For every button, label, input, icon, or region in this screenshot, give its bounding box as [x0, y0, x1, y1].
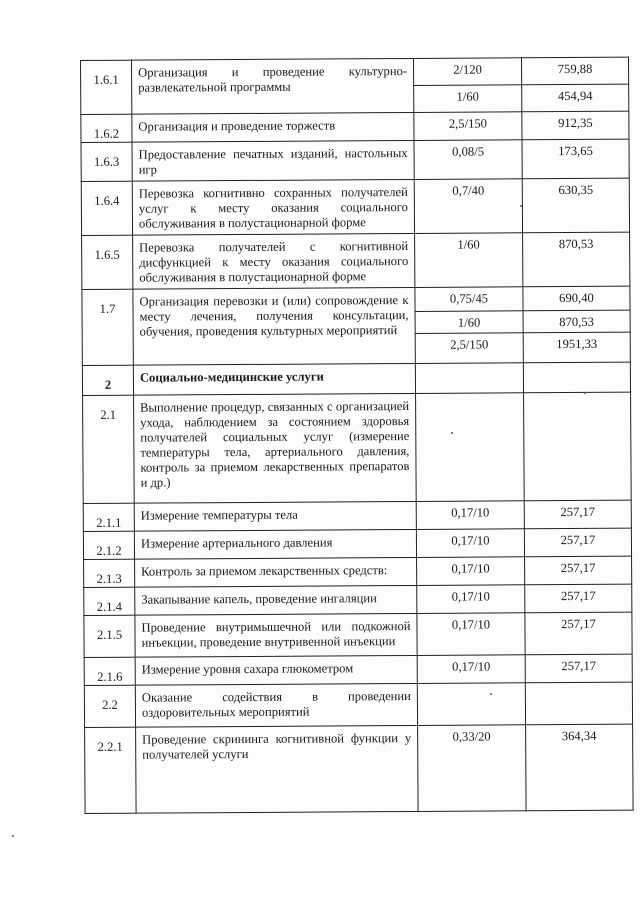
table-row [82, 286, 630, 313]
service-name: Перевозка получателей с когнитивной дисфункцией к месту оказания социального обслуживания в полустационарной форме [133, 233, 415, 289]
row-number: 2.1.5 [84, 615, 135, 657]
service-name: Организация перевозки и (или) сопровождение к месту лечения, получения консультации, обучения, проведения культурных мероприятий [133, 287, 415, 365]
scan-speck [451, 432, 453, 434]
volume-time-cell [417, 683, 525, 726]
row-number: 1.6.5 [82, 235, 133, 289]
service-name: Проведение скрининга когнитивной функции у получателей услуги [136, 725, 419, 813]
tariff-cell [525, 682, 632, 725]
table-row [84, 612, 632, 657]
row-number: 2.1 [83, 395, 135, 503]
row-number: 2.2.1 [85, 727, 137, 813]
service-name: Проведение внутримышечной или подкожной инъекции, проведение внутривенной инъекции [135, 613, 417, 657]
volume-time-cell: 1/60 [414, 85, 522, 113]
table-row [84, 682, 632, 727]
service-name: Перевозка когнитивно сохранных получателей услуг к месту оказания социального обслуживания в полустационарной форме [132, 179, 414, 235]
row-number: 1.6.4 [81, 181, 132, 235]
row-number: 2.1.3 [84, 559, 135, 587]
volume-time-cell: 0,7/40 [414, 179, 522, 234]
service-name: Организация и проведение культурно-развлекательной программы [132, 58, 414, 114]
service-name: Измерение температуры тела [134, 501, 416, 531]
volume-time-cell: 0,17/10 [416, 529, 524, 558]
tariff-cell: 173,65 [522, 139, 629, 179]
row-number: 2 [82, 365, 133, 395]
service-name: Социально-медицинские услуги [133, 363, 415, 395]
volume-time-cell: 1/60 [415, 233, 523, 288]
row-number: 2.1.1 [83, 503, 134, 531]
scan-speck [490, 693, 492, 695]
tariff-cell: 630,35 [522, 178, 629, 233]
table-row [84, 654, 632, 685]
volume-time-cell [416, 393, 525, 502]
service-name: Контроль за приемом лекарственных средств: [135, 557, 417, 587]
tariff-cell: 257,17 [524, 500, 631, 529]
table-row [81, 139, 629, 181]
tariff-cell: 257,17 [524, 528, 631, 557]
tariff-cell: 870,53 [523, 232, 630, 287]
volume-time-cell: 0,08/5 [414, 140, 522, 180]
scan-speck [12, 835, 14, 837]
volume-time-cell: 0,17/10 [416, 501, 524, 530]
tariff-cell: 454,94 [522, 84, 629, 112]
volume-time-cell: 0,75/45 [415, 287, 523, 312]
row-number: 2.2 [84, 685, 135, 727]
table-row [83, 528, 631, 559]
row-number: 1.7 [82, 289, 133, 365]
volume-time-cell: 0,17/10 [417, 585, 525, 614]
table-row [83, 500, 631, 531]
table-row [81, 178, 629, 235]
table-row [81, 57, 629, 87]
service-name: Организация и проведение торжеств [132, 112, 414, 142]
volume-time-cell: 2/120 [413, 58, 521, 86]
tariff-cell: 257,17 [525, 612, 632, 655]
tariff-cell: 257,17 [525, 556, 632, 585]
tariff-cell: 870,53 [523, 310, 630, 333]
table-row [85, 724, 634, 813]
services-tariff-table [80, 57, 634, 814]
scan-speck [584, 392, 586, 394]
tariff-cell: 1951,33 [523, 332, 630, 363]
row-number: 1.6.3 [81, 142, 132, 181]
service-name: Измерение уровня сахара глюкометром [135, 655, 417, 685]
service-name: Выполнение процедур, связанных с организацией ухода, наблюдением за состоянием здоровья получателей социальных услуг (измерение температуры тела, артериального давления, контроль за приемом лекарственных препаратов и др.) [134, 393, 417, 503]
row-number: 1.6.1 [81, 60, 132, 114]
row-number: 1.6.2 [81, 114, 132, 142]
tariff-cell: 364,34 [526, 724, 634, 811]
table-row [84, 556, 632, 587]
service-name: Предоставление печатных изданий, настольных игр [132, 140, 414, 181]
table-row [83, 392, 632, 503]
service-name: Закапывание капель, проведение ингаляции [135, 585, 417, 615]
volume-time-cell: 0,17/10 [417, 613, 525, 656]
volume-time-cell: 2,5/150 [415, 333, 523, 364]
row-number: 2.1.2 [83, 531, 134, 559]
service-name: Оказание содействия в проведении оздоровительных мероприятий [135, 683, 417, 727]
volume-time-cell: 1/60 [415, 311, 523, 334]
tariff-cell: 912,35 [522, 111, 629, 140]
row-number: 2.1.6 [84, 657, 135, 685]
volume-time-cell: 0,33/20 [418, 725, 527, 812]
tariff-cell [524, 392, 632, 501]
tariff-cell: 257,17 [525, 654, 632, 683]
volume-time-cell: 0,17/10 [417, 655, 525, 684]
table-row [82, 232, 630, 289]
volume-time-cell [415, 363, 523, 394]
tariff-cell [523, 362, 630, 393]
row-number: 2.1.4 [84, 587, 135, 615]
tariff-cell: 257,17 [525, 584, 632, 613]
tariff-cell: 690,40 [523, 286, 630, 311]
table-row [81, 111, 629, 142]
table-row [84, 584, 632, 615]
volume-time-cell: 2,5/150 [414, 112, 522, 141]
volume-time-cell: 0,17/10 [417, 557, 525, 586]
service-name: Измерение артериального давления [134, 529, 416, 559]
table-row [82, 362, 630, 395]
scan-speck [520, 205, 522, 207]
tariff-cell: 759,88 [521, 57, 628, 85]
